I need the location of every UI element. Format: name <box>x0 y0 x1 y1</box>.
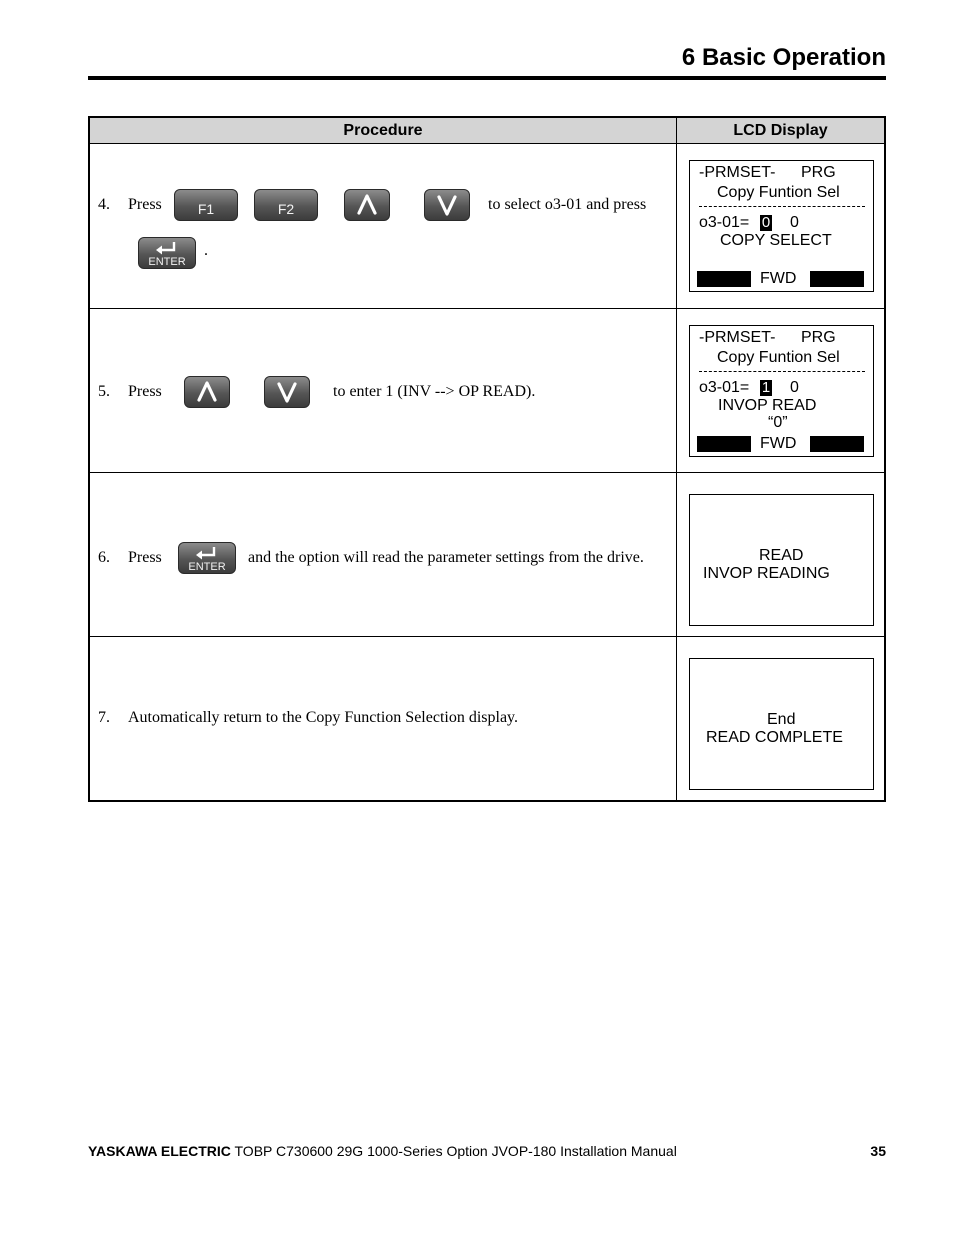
lcd-status-line: End <box>767 711 796 728</box>
lcd-softkey-bar-right <box>810 436 864 452</box>
lcd-setting-name: COPY SELECT <box>720 232 832 249</box>
lcd-default-value: 0 <box>790 214 799 231</box>
f1-key-button[interactable] <box>174 189 238 221</box>
lcd-parameter-label: o3-01= <box>699 379 750 396</box>
lcd-display-panel <box>689 494 874 626</box>
procedure-table <box>88 116 886 802</box>
enter-key-button[interactable] <box>138 237 196 269</box>
enter-key-label: ENTER <box>148 256 186 268</box>
down-arrow-key-button[interactable] <box>264 376 310 408</box>
step-instruction: Automatically return to the Copy Function Selection display. <box>128 709 519 726</box>
step-trailing-period: . <box>204 242 208 259</box>
lcd-prg-label: PRG <box>801 164 836 181</box>
lcd-prg-label: PRG <box>801 329 836 346</box>
lcd-function-title: Copy Funtion Sel <box>717 184 840 201</box>
up-arrow-key-button[interactable] <box>344 189 390 221</box>
step-instruction: and the option will read the parameter settings from the drive. <box>248 549 644 566</box>
lcd-display-panel <box>689 160 874 292</box>
lcd-mode-label: -PRMSET- <box>699 329 776 346</box>
step-number: 4. <box>98 196 110 213</box>
down-arrow-icon <box>264 376 310 408</box>
lcd-message-line: READ COMPLETE <box>706 729 843 746</box>
step-number: 5. <box>98 383 110 400</box>
lcd-dashed-divider <box>699 371 865 372</box>
procedure-row-5 <box>90 309 884 472</box>
lcd-softkey-bar-left <box>697 436 751 452</box>
f2-key-label: F2 <box>277 201 295 217</box>
footer-document-info <box>88 1143 677 1159</box>
lcd-cursor-value: 0 <box>761 214 771 231</box>
step-press-label: Press <box>128 383 162 400</box>
step-instruction: to enter 1 (INV --> OP READ). <box>333 383 536 400</box>
procedure-row-4 <box>90 144 884 308</box>
lcd-display-panel <box>689 325 874 457</box>
footer-brand: YASKAWA ELECTRIC <box>88 1143 231 1159</box>
lcd-function-title: Copy Funtion Sel <box>717 349 840 366</box>
enter-key-label: ENTER <box>188 561 226 573</box>
footer-document-title: TOBP C730600 29G 1000-Series Option JVOP-180 Installation Manual <box>230 1143 677 1159</box>
f2-key-button[interactable] <box>254 189 318 221</box>
step-press-label: Press <box>128 549 162 566</box>
lcd-parameter-label: o3-01= <box>699 214 750 231</box>
enter-key-button[interactable] <box>178 542 236 574</box>
down-arrow-icon <box>424 189 470 221</box>
page-number: 35 <box>870 1143 886 1159</box>
step-number: 7. <box>98 709 110 726</box>
header-rule <box>88 76 886 80</box>
procedure-column-header: Procedure <box>343 122 423 139</box>
f1-key-label: F1 <box>197 201 215 217</box>
lcd-softkey-bar-left <box>697 271 751 287</box>
lcd-dashed-divider <box>699 206 865 207</box>
procedure-row-6 <box>90 473 884 636</box>
lcd-display-panel <box>689 658 874 790</box>
page-header-title: 6 Basic Operation <box>681 44 886 71</box>
step-number: 6. <box>98 549 110 566</box>
lcd-cursor-value: 1 <box>761 379 771 396</box>
table-header-row <box>90 118 884 144</box>
lcd-setting-name: INVOP READ <box>718 397 817 414</box>
lcd-display-column-header: LCD Display <box>733 122 828 139</box>
down-arrow-key-button[interactable] <box>424 189 470 221</box>
lcd-mode-label: -PRMSET- <box>699 164 776 181</box>
step-instruction: to select o3-01 and press <box>488 196 647 213</box>
lcd-softkey-bar-right <box>810 271 864 287</box>
lcd-status-line: READ <box>759 547 804 564</box>
up-arrow-icon <box>344 189 390 221</box>
lcd-fwd-label: FWD <box>760 435 797 452</box>
lcd-default-value: 0 <box>790 379 799 396</box>
lcd-fwd-label: FWD <box>760 270 797 287</box>
up-arrow-icon <box>184 376 230 408</box>
lcd-message-line: INVOP READING <box>703 565 830 582</box>
procedure-row-7 <box>90 637 884 800</box>
lcd-quoted-value: “0” <box>768 414 788 431</box>
step-press-label: Press <box>128 196 162 213</box>
up-arrow-key-button[interactable] <box>184 376 230 408</box>
